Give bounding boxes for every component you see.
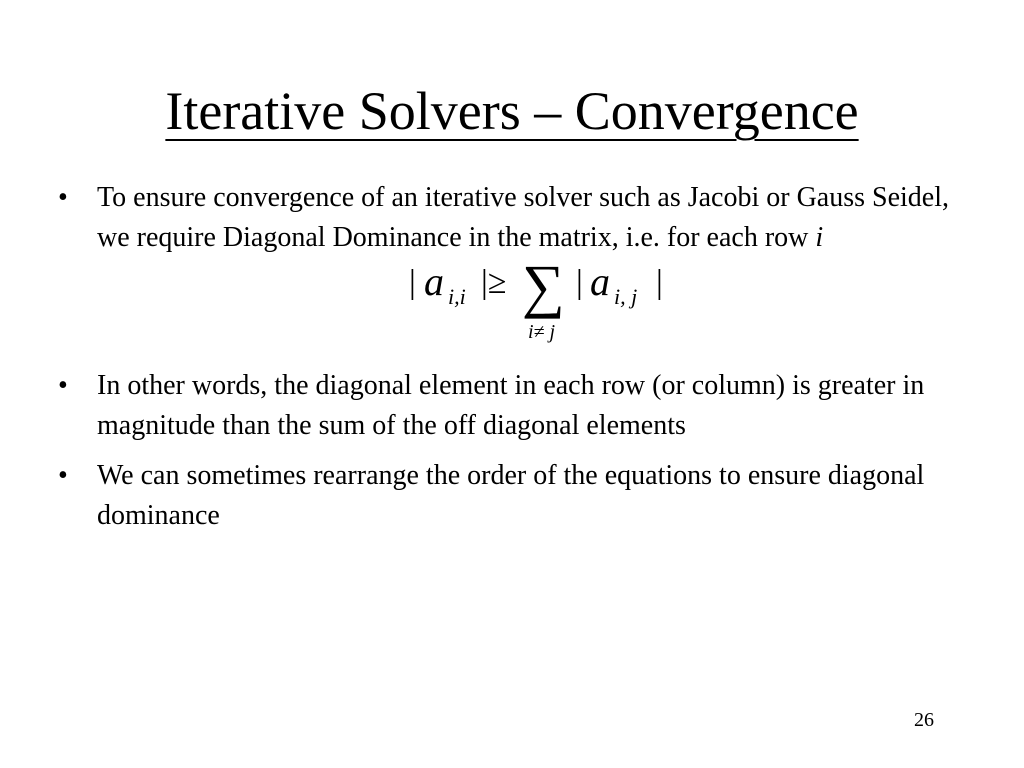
bullet-marker: •: [58, 182, 68, 213]
formula-a-right: a: [590, 259, 610, 304]
bullet-text: In other words, the diagonal element in each row (or column) is greater in magnitude than the sum of the off diagonal elements: [97, 370, 925, 441]
formula-subscript-right: i, j: [614, 284, 638, 309]
bullet-item: [58, 178, 958, 258]
bullet-item: [58, 366, 958, 446]
bullet-marker: •: [58, 370, 68, 401]
formula-abs-bar-right-close: |: [656, 264, 663, 301]
formula-subscript-left: i,i: [448, 284, 466, 309]
bullet-list: [58, 178, 958, 536]
slide-title: Iterative Solvers – Convergence: [165, 81, 859, 141]
bullet-text: We can sometimes rearrange the order of the equations to ensure diagonal dominance: [97, 460, 925, 531]
bullet-text: To ensure convergence of an iterative solver such as Jacobi or Gauss Seidel, we require Diagonal Dominance in the matrix, i.e. for each row: [97, 182, 950, 253]
page-number: 26: [914, 709, 934, 731]
bullet-italic-variable: i: [815, 222, 824, 253]
bullet-marker: •: [58, 460, 68, 491]
diagonal-dominance-formula: [58, 253, 958, 362]
bullet-item: [58, 456, 958, 536]
formula-abs-bar-right-open: |: [576, 264, 583, 301]
formula-container: [58, 253, 958, 362]
formula-a-left: a: [424, 259, 444, 304]
formula-abs-bar-left: |: [409, 264, 416, 301]
formula-sum-symbol: ∑: [522, 253, 565, 319]
formula-sum-limit: i≠ j: [528, 321, 556, 343]
formula-abs-bar-geq: |≥: [481, 264, 507, 301]
